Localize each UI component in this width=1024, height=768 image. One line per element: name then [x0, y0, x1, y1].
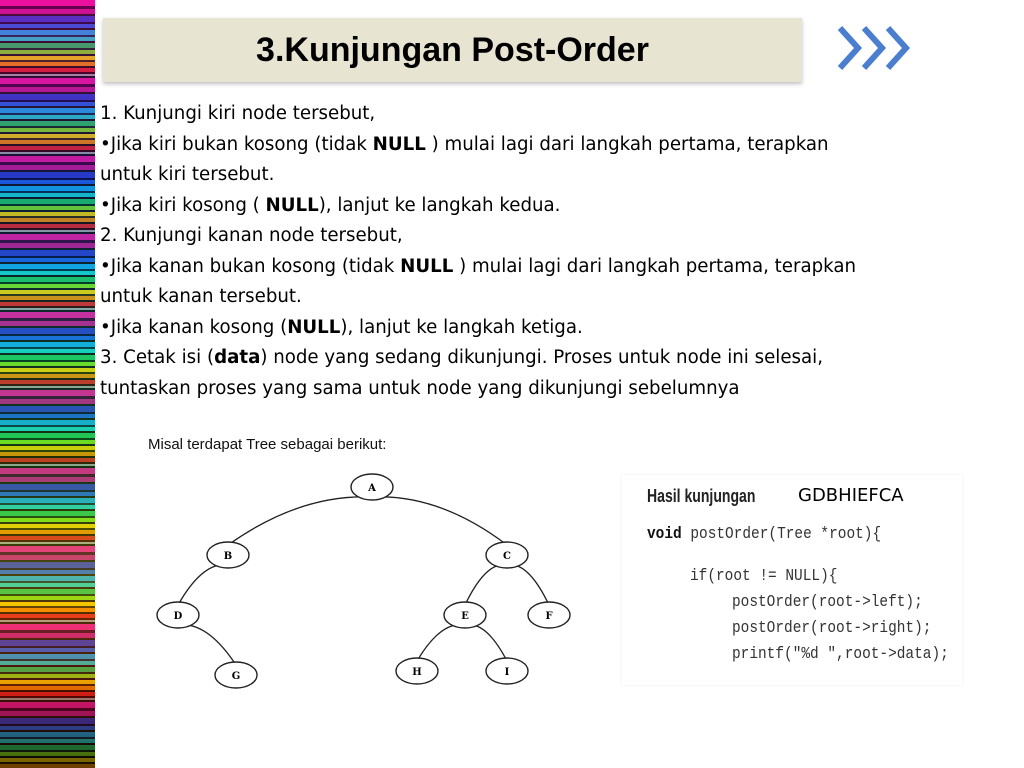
- body-text-run: untuk kiri tersebut.: [100, 164, 275, 185]
- body-text-run: ) node yang sedang dikunjungi. Proses untuk node ini selesai,: [260, 347, 824, 368]
- keyword-text: data: [214, 347, 261, 368]
- body-text-run: untuk kanan tersebut.: [100, 286, 302, 307]
- tree-node-c: [486, 542, 528, 568]
- tree-edge-c-e: [465, 565, 507, 605]
- body-line: [100, 160, 970, 191]
- tree-node-label: I: [504, 667, 510, 678]
- body-text-run: ), lanjut ke langkah kedua.: [318, 194, 561, 216]
- body-line: [100, 191, 970, 222]
- tree-node-b: [207, 542, 249, 568]
- tree-node-label: C: [503, 551, 511, 562]
- body-line: [100, 374, 970, 405]
- body-line: [100, 313, 970, 344]
- tree-edge-a-b: [228, 497, 372, 545]
- tree-edge-e-i: [465, 625, 507, 661]
- tree-node-i: [486, 658, 528, 684]
- page-title: 3.Kunjungan Post-Order: [256, 30, 649, 69]
- title-box: [103, 18, 802, 82]
- code-line: [690, 567, 837, 586]
- tree-node-f: [528, 602, 570, 628]
- body-text: [100, 99, 970, 404]
- keyword-text: NULL: [400, 255, 454, 277]
- tree-figure: [145, 433, 585, 711]
- code-text: postOrder(root->right);: [732, 619, 932, 638]
- tree-node-label: E: [461, 611, 469, 622]
- body-text-run: ), lanjut ke langkah ketiga.: [340, 316, 583, 338]
- code-line: [647, 525, 881, 544]
- body-text-run: tuntaskan proses yang sama untuk node yang dikunjungi sebelumnya: [100, 377, 740, 399]
- code-text: if(root != NULL){: [690, 567, 838, 586]
- result-value: GDBHIEFCA: [798, 485, 904, 506]
- body-text-run: ) mulai lagi dari langkah pertama, terapkan: [425, 133, 829, 155]
- body-line: [100, 343, 970, 374]
- body-text-run: ) mulai lagi dari langkah pertama, terapkan: [453, 255, 857, 277]
- tree-node-e: [444, 602, 486, 628]
- tree-edge-b-d: [178, 565, 228, 605]
- code-text: printf("%d ",root->data);: [732, 645, 949, 664]
- code-keyword: void: [647, 525, 682, 544]
- tree-node-d: [157, 602, 199, 628]
- code-text: postOrder(root->left);: [732, 593, 923, 612]
- tree-diagram: [145, 433, 585, 711]
- body-text-run: •Jika kanan bukan kosong (tidak: [100, 255, 401, 277]
- tree-edge-a-c: [372, 497, 507, 545]
- tree-node-label: G: [231, 671, 241, 682]
- tree-node-label: H: [412, 667, 422, 678]
- code-text: postOrder(Tree *root){: [681, 525, 882, 544]
- tree-caption: Misal terdapat Tree sebagai berikut:: [148, 436, 387, 453]
- tree-node-label: D: [173, 611, 183, 622]
- chevron-right-triple-icon[interactable]: [834, 22, 914, 74]
- tree-node-label: A: [368, 483, 376, 494]
- keyword-text: NULL: [287, 316, 341, 338]
- tree-node-a: [351, 474, 393, 500]
- body-line: [100, 130, 970, 161]
- body-text-run: 1. Kunjungi kiri node tersebut,: [100, 103, 376, 124]
- tree-node-label: F: [545, 611, 553, 622]
- body-text-run: 3. Cetak isi (: [100, 347, 215, 368]
- body-line: [100, 221, 970, 252]
- body-line: [100, 252, 970, 283]
- tree-edge-d-g: [178, 625, 236, 665]
- body-line: [100, 99, 970, 130]
- body-text-run: •Jika kiri kosong (: [100, 194, 266, 216]
- code-line: [732, 619, 931, 638]
- tree-edge-c-f: [507, 565, 549, 605]
- tree-node-label: B: [223, 551, 233, 562]
- result-label: Hasil kunjungan: [647, 486, 756, 506]
- body-line: [100, 282, 970, 313]
- tree-edge-e-h: [417, 625, 465, 661]
- result-panel: [622, 475, 962, 685]
- body-text-run: 2. Kunjungi kanan node tersebut,: [100, 225, 403, 246]
- body-text-run: •Jika kanan kosong (: [100, 316, 288, 338]
- keyword-text: NULL: [265, 194, 319, 216]
- code-line: [732, 645, 949, 664]
- body-text-run: •Jika kiri bukan kosong (tidak: [100, 133, 373, 155]
- decorative-stripe-bar: [0, 0, 95, 768]
- code-line: [732, 593, 923, 612]
- tree-node-g: [215, 662, 257, 688]
- keyword-text: NULL: [372, 133, 426, 155]
- tree-node-h: [396, 658, 438, 684]
